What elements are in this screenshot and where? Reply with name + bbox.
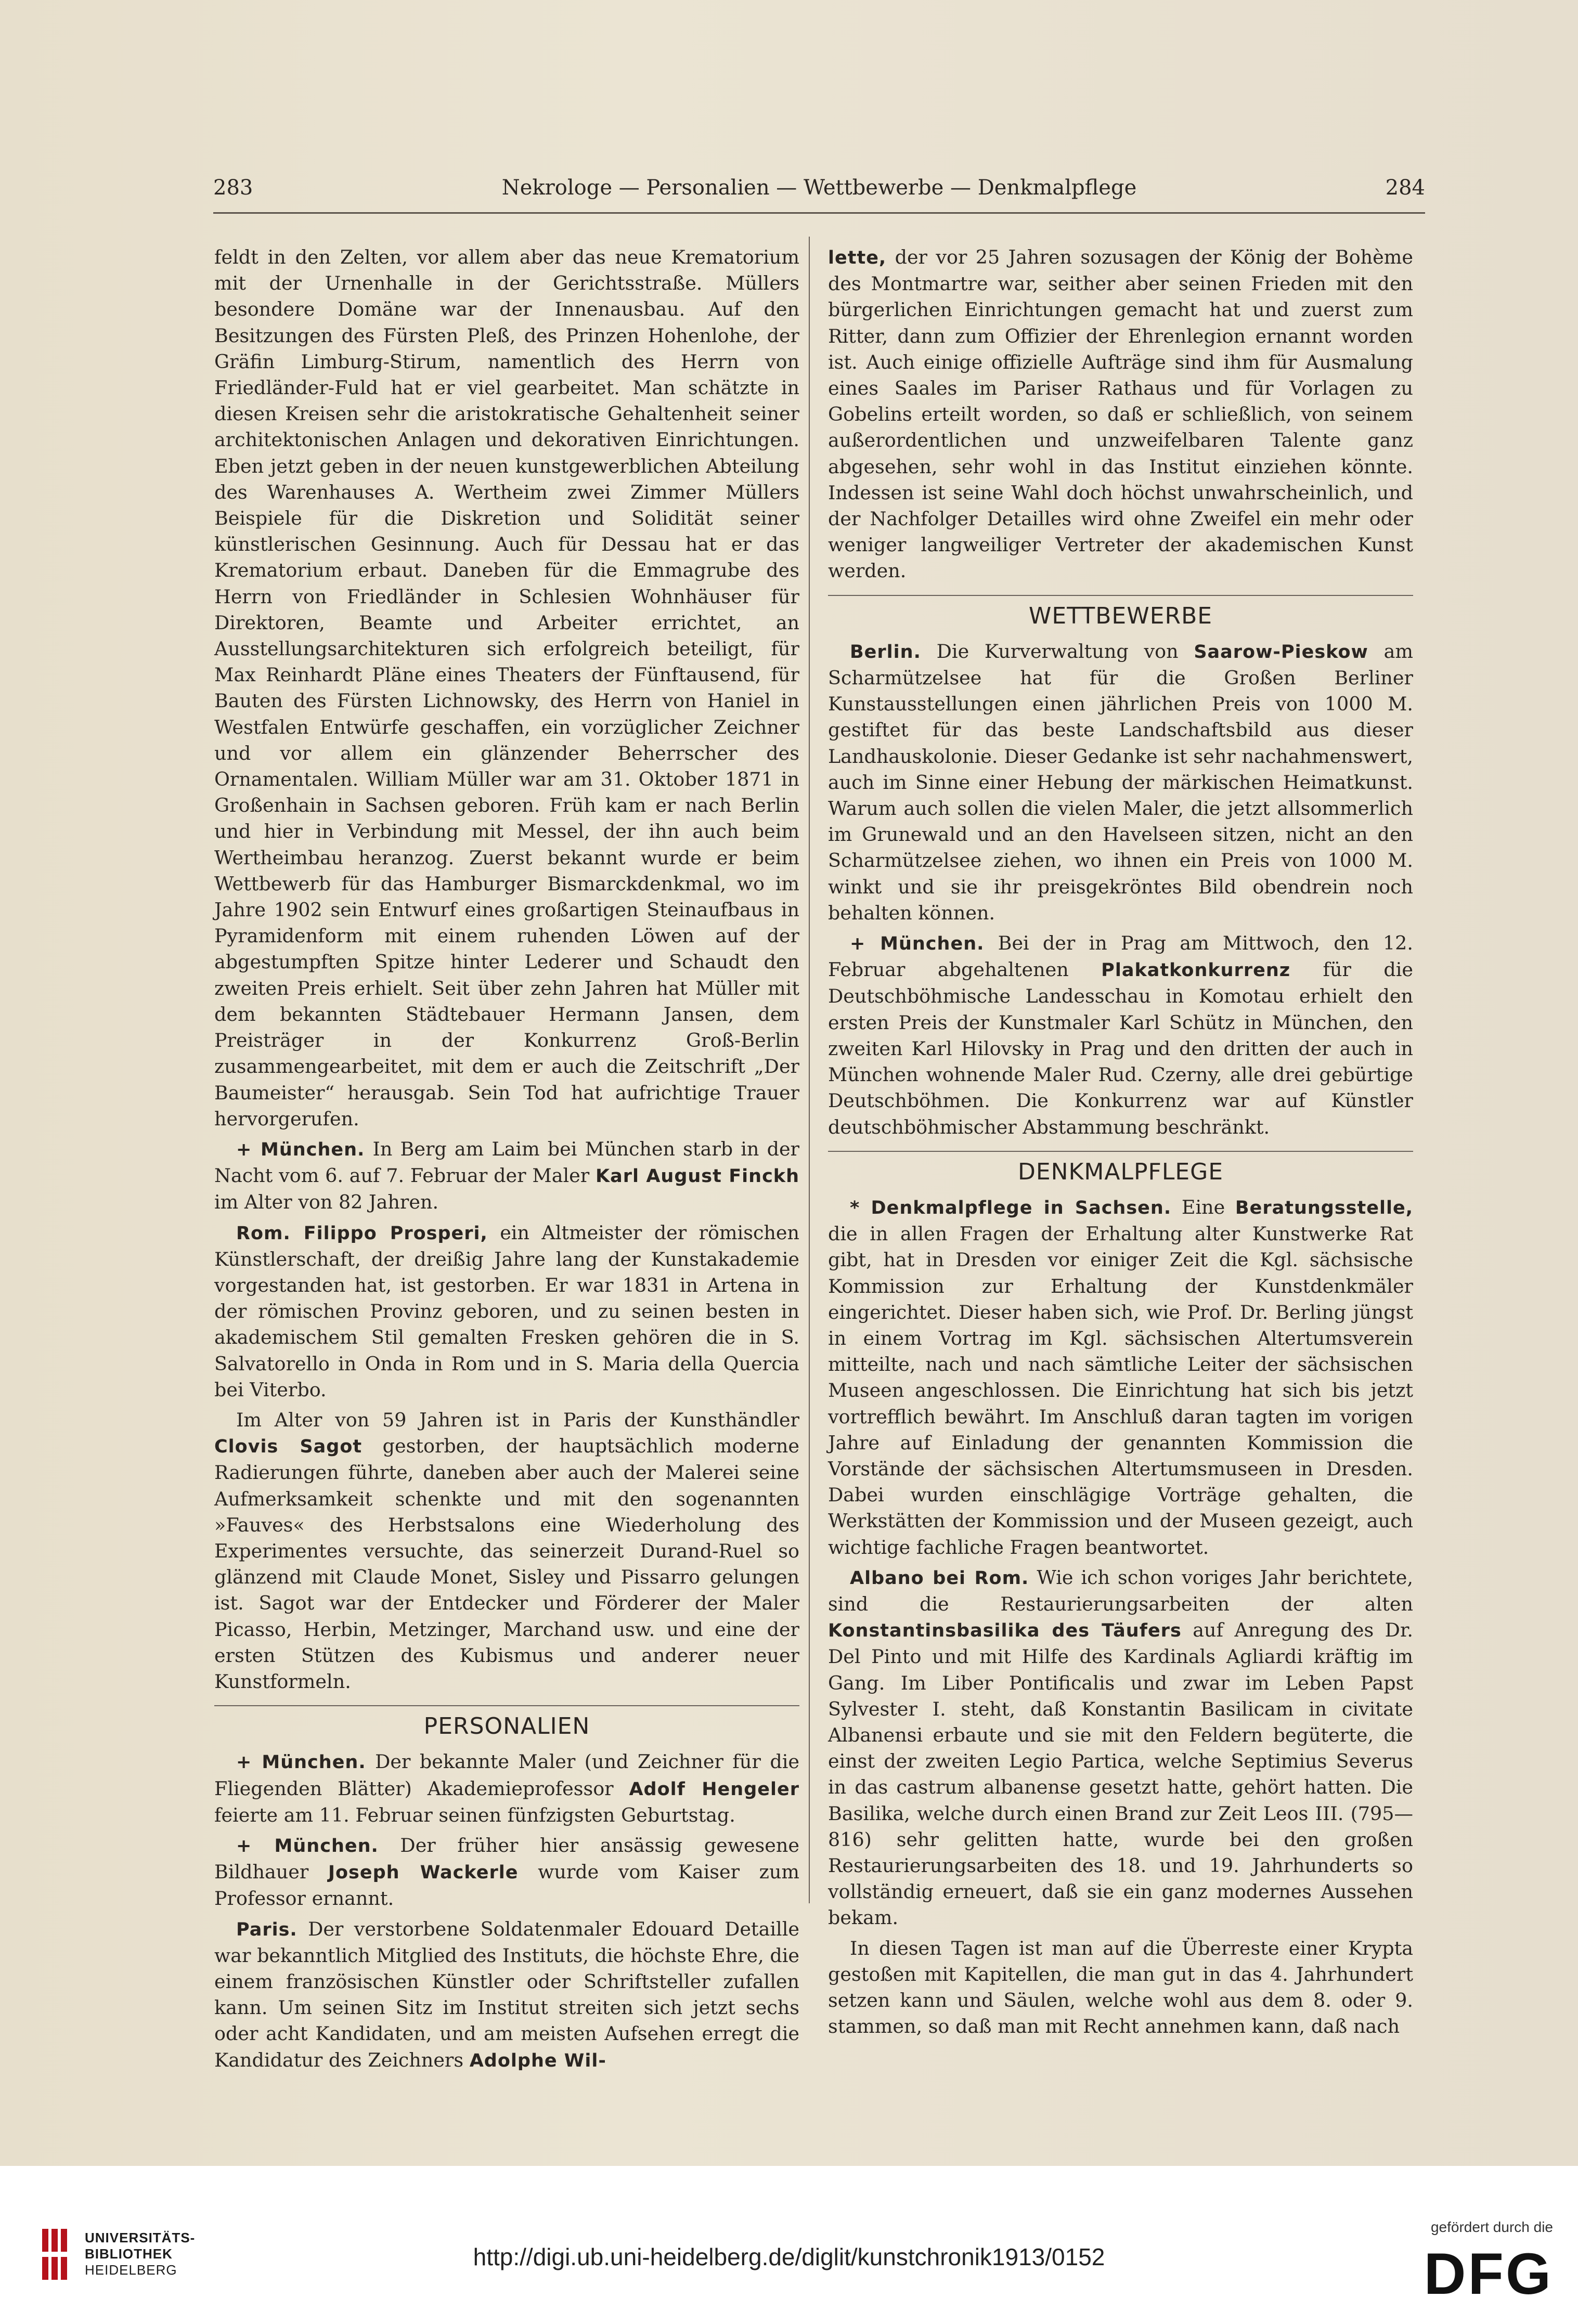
left-column xyxy=(214,244,799,2078)
entry-lead: * Denkmalpflege in Sachsen. xyxy=(850,1197,1172,1218)
funder-block xyxy=(1381,2219,1553,2307)
section-heading-wettbewerbe: WETTBEWERBE xyxy=(1028,602,1213,629)
entry-lead: + München. xyxy=(236,1139,365,1160)
person-name: Karl August Finckh xyxy=(595,1166,800,1187)
entry-muenchen-wackerle: + München. Der früher hier ansässig gewesene Bildhauer Joseph Wackerle wurde vom Kaiser zum Professor ernannt. xyxy=(214,1834,799,1910)
entry-lead: Albano bei Rom. xyxy=(850,1567,1029,1589)
entry-paris-willette: Paris. Der verstorbene Soldatenmaler Edouard Detaille war bekanntlich Mitglied des Instituts, die höchste Ehre, die einem französischen Künstler oder Schriftsteller zufallen kann. Um seinen Sitz im Institut streiten sich jetzt sechs oder acht Kandidaten, und am meisten Aufsehen erregt die Kandidatur des Zeichners Adolphe Wil- xyxy=(214,1917,799,2071)
person-name: Joseph Wackerle xyxy=(328,1862,519,1884)
section-rule xyxy=(214,1705,799,1706)
running-title: Nekrologe — Personalien — Wettbewerbe — Denkmalpflege xyxy=(501,176,1137,200)
header-rule xyxy=(213,212,1425,214)
entry-willette-continued: lette, der vor 25 Jahren sozusagen der König der Bohème des Montmartre war, seither aber seinen Frieden mit den bürgerlichen Einrichtungen gemacht hat und zuerst zum Ritter, dann zum Offizier der Ehrenlegion ernannt worden ist. Auch einige offizielle Aufträge sind ihm für Ausmalung eines Saales im Pariser Rathaus und für Vorlagen zu Gobelins erteilt worden, so daß er schließlich, von seinem außerordentlichen und unzweifelbaren Talente ganz abgesehen, sehr wohl in das Institut einziehen könnte. Indessen ist seine Wahl doch höchst unwahrscheinlich, und der Nachfolger Detailles wird ohne Zweifel ein mehr oder weniger langweiliger Vertreter der akademischen Kunst werden. xyxy=(828,246,1413,582)
obituary-mueller-text: feldt in den Zelten, vor allem aber das neue Krematorium mit der Urnenhalle in der Gerichtsstraße. Müllers besondere Domäne war der Innenausbau. Auf den Besitzungen des Fürsten Pleß, des Prinzen Hohenlohe, der Gräfin Limburg-Stirum, namentlich des Herrn von Friedländer-Fuld hat er viel gearbeitet. Man schätzte in diesen Kreisen sehr die aristokratische Gehaltenheit seiner architektonischen Anlagen und dekorativen Einrichtungen. Eben jetzt geben in der neuen kunstgewerblichen Abteilung des Warenhauses A. Wertheim zwei Zimmer Müllers Beispiele für die Diskretion und Solidität seiner künstlerischen Gesinnung. Auch für Dessau hat er das Krematorium erbaut. Daneben für die Emmagrube des Herrn von Friedländer in Schlesien Wohnhäuser für Direktoren, Beamte und Arbeiter errichtet, an Ausstellungsarchitekturen sich erfolgreich beteiligt, für Max Reinhardt Pläne eines Theaters der Fünftausend, für Bauten des Fürsten Lichnowsky, des Herrn von Haniel in Westfalen Entwürfe geschaffen, ein vorzüglicher Zeichner und vor allem ein glänzender Beherrscher des Ornamentalen. William Müller war am 31. Oktober 1871 in Großenhain in Sachsen geboren. Früh kam er nach Berlin und hier in Verbindung mit Messel, der ihn auch beim Wertheimbau heranzog. Zuerst bekannt wurde er beim Wettbewerb für das Hamburger Bismarckdenkmal, wo im Jahre 1902 sein Entwurf eines großartigen Steinaufbaus in Pyramidenform mit einem ruhenden Löwen auf der abgestumpften Spitze hinter Lederer und Schaudt den zweiten Preis erhielt. Seit über zehn Jahren hat Müller mit dem bekannten Städtebauer Hermann Jansen, dem Preisträger in der Konkurrenz Groß-Berlin zusammengearbeitet, mit dem er auch die Zeitschrift „Der Baumeister“ herausgab. Sein Tod hat aufrichtige Trauer hervorgerufen. xyxy=(214,246,799,1130)
page-number-right: 284 xyxy=(1385,176,1425,200)
permalink-url[interactable]: http://digi.ub.uni-heidelberg.de/diglit/kunstchronik1913/0152 xyxy=(473,2243,1105,2270)
keyword: Plakatkonkurrenz xyxy=(1101,960,1291,981)
page-number-left: 283 xyxy=(213,176,253,200)
entry-muenchen-plakat: + München. Bei der in Prag am Mittwoch, den 12. Februar abgehaltenen Plakatkonkurrenz für die Deutschböhmische Landesschau in Komotau erhielt den ersten Preis der Kunstmaler Karl Schütz in München, den zweiten Karl Hilovsky in Prag und den dritten der auch in München wohnende Maler Rud. Czerny, alle drei gebürtige Deutschböhmen. Die Konkurrenz war auf Künstler deutschböhmischer Abstammung beschränkt. xyxy=(828,932,1413,1138)
entry-sachsen-beratung: * Denkmalpflege in Sachsen. Eine Beratungsstelle, die in allen Fragen der Erhaltung alter Kunstwerke Rat gibt, hat in Dresden vor einiger Zeit die Kgl. sächsische Kommission zur Erhaltung der Kunstdenkmäler eingerichtet. Dieser haben sich, wie Prof. Dr. Berling jüngst in einem Vortrag im Kgl. sächsischen Altertumsverein mitteilte, nach und nach sämtliche Leiter der sächsischen Museen angeschlossen. Die Einrichtung hat sich bis jetzt vortrefflich bewährt. Im Anschluß daran tagten im vorigen Jahre auf Einladung der genannten Kommission die Vorstände der sächsischen Altertumsmuseen in Dresden. Dabei wurden einschlägige Vorträge gehalten, die Werkstätten der Kommission und der Museen gezeigt, auch wichtige fachliche Fragen beantwortet. xyxy=(828,1196,1413,1559)
section-heading-denkmalpflege: DENKMALPFLEGE xyxy=(1017,1158,1224,1185)
page-header xyxy=(213,176,1425,217)
person-name: Adolphe Wil- xyxy=(469,2050,606,2071)
entry-paris-sagot: Im Alter von 59 Jahren ist in Paris der Kunsthändler Clovis Sagot gestorben, der hauptsächlich moderne Radierungen führte, daneben aber auch der Malerei seine Aufmerksamkeit schenkte und mit den sogenannten »Fauves« des Herbstsalons eine Wiederholung des Experimentes versuchte, das seinerzeit Durand-Ruel so glänzend mit Claude Monet, Sisley und Pissarro gelungen ist. Sagot war der Entdecker und Förderer der Maler Picasso, Herbin, Metzinger, Marchand usw. und eine der ersten Stützen des Kubismus und anderer neuer Kunstformeln. xyxy=(214,1408,799,1693)
dfg-logo[interactable]: DFG xyxy=(1424,2241,1553,2306)
entry-lead: + München. xyxy=(236,1752,366,1773)
right-column xyxy=(828,244,1413,2044)
entry-lead: + München. xyxy=(236,1835,379,1856)
person-name: lette, xyxy=(828,248,887,268)
digitization-footer xyxy=(0,2166,1578,2324)
keyword: Beratungsstelle, xyxy=(1235,1197,1413,1218)
entry-lead: Berlin. xyxy=(850,641,921,663)
entry-lead: + München. xyxy=(850,933,985,955)
section-rule xyxy=(828,595,1413,596)
funding-caption: gefördert durch die xyxy=(1430,2219,1553,2235)
entry-albano: Albano bei Rom. Wie ich schon voriges Jahr berichtete, sind die Restaurierungsarbeiten der alten Konstantinsbasilika des Täufers auf Anregung des Dr. Del Pinto und mit Hilfe des Kardinals Agliardi kräftig im Gang. Im Liber Pontificalis und zwar im Leben Papst Sylvester I. steht, daß Konstantin Basilicam in civitate Albanensi erbaute und sie mit den Feldern begüterte, die einst der zweiten Legio Partica, welche Septimius Severus in das castrum albanense gesetzt hatte, gehört hatten. Die Basilika, welche durch einen Brand zur Zeit Leos III. (795—816) sehr gelitten hatte, wurde bei den großen Restaurierungsarbeiten des 18. und 19. Jahrhunderts so vollständig erneuert, daß sie ein ganz modernes Aussehen bekam. xyxy=(828,1566,1413,1929)
place-name: Saarow-Pieskow xyxy=(1194,641,1368,663)
entry-lead: Rom. Filippo Prosperi, xyxy=(236,1223,488,1244)
section-heading-personalien: PERSONALIEN xyxy=(423,1713,590,1740)
keyword: Konstantinsbasilika des Täufers xyxy=(828,1620,1182,1642)
person-name: Adolf Hengeler xyxy=(629,1778,799,1800)
library-name: UNIVERSITÄTS- BIBLIOTHEK HEIDELBERG xyxy=(85,2230,196,2278)
entry-lead: Paris. xyxy=(236,1919,298,1940)
column-divider xyxy=(809,237,810,1903)
person-name: Clovis Sagot xyxy=(214,1436,363,1458)
entry-albano-krypta: In diesen Tagen ist man auf die Überreste einer Krypta gestoßen mit Kapitellen, die man gut in das 4. Jahrhundert setzen kann und Säulen, welche wohl aus dem 8. oder 9. stammen, so daß man mit Recht annehmen kann, daß nach xyxy=(828,1937,1413,2038)
entry-muenchen-hengeler: + München. Der bekannte Maler (und Zeichner für die Fliegenden Blätter) Akademieprofessor Adolf Hengeler feierte am 11. Februar seinen fünfzigsten Geburtstag. xyxy=(214,1750,799,1826)
section-rule xyxy=(828,1151,1413,1152)
entry-rom-prosperi: Rom. Filippo Prosperi, ein Altmeister der römischen Künstlerschaft, der dreißig Jahre lang der Kunstakademie vorgestanden hat, ist gestorben. Er war 1831 in Artena in der römischen Provinz geboren, und zu seinen besten in akademischem Stil gemalten Fresken gehören die in S. Salvatorello in Onda in Rom und in S. Maria della Quercia bei Viterbo. xyxy=(214,1221,799,1401)
entry-muenchen-finckh: + München. In Berg am Laim bei München starb in der Nacht vom 6. auf 7. Februar der Maler Karl August Finckh im Alter von 82 Jahren. xyxy=(214,1137,800,1214)
entry-berlin-saarow: Berlin. Die Kurverwaltung von Saarow-Pieskow am Scharmützelsee hat für die Großen Berliner Kunstausstellungen einen jährlichen Preis von 1000 M. gestiftet für das beste Landschaftsbild aus dieser Landhauskolonie. Dieser Gedanke ist sehr nachahmenswert, auch im Sinne einer Hebung der märkischen Heimatkunst. Warum auch sollen die vielen Maler, die jetzt allsommerlich im Grunewald und an den Havelseen sitzen, nicht an den Scharmützelsee ziehen, wo ihnen ein Preis von 1000 M. winkt und sie ihr preisgekröntes Bild obendrein noch behalten können. xyxy=(828,640,1413,924)
